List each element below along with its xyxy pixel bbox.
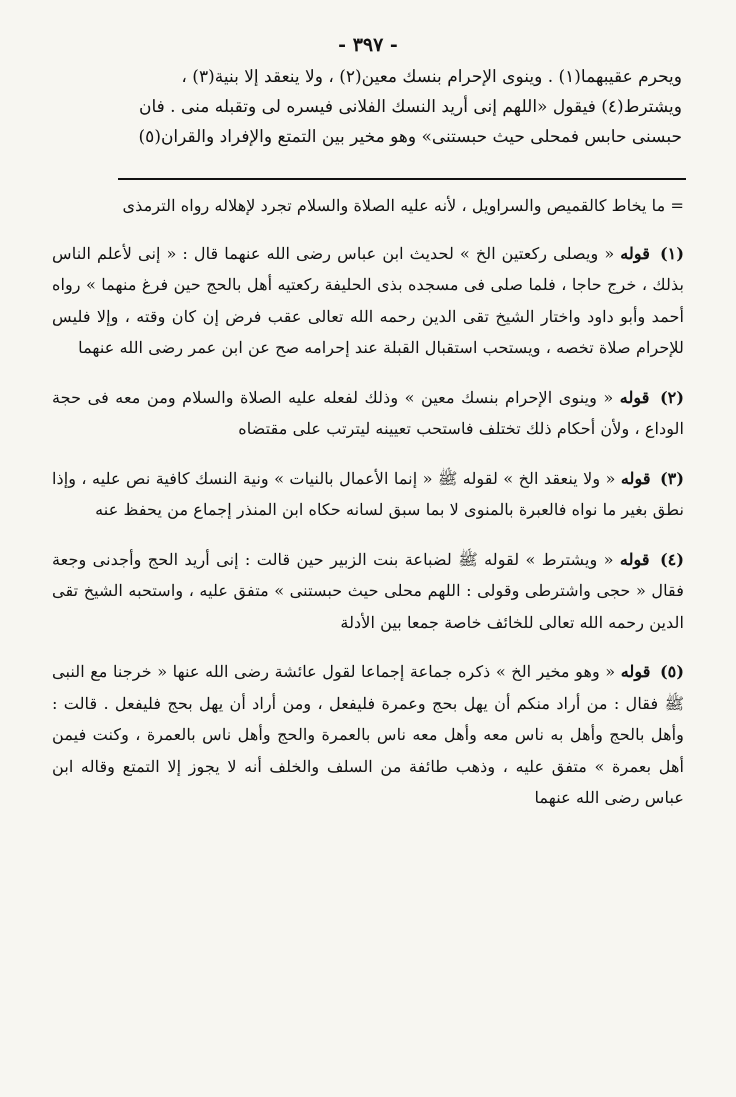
- footnote-continuation: = ما يخاط كالقميص والسراويل ، لأنه عليه الصلاة والسلام تجرد لإهلاله رواه الترمذى: [122, 196, 684, 215]
- footnote-number: (٥): [659, 662, 684, 681]
- footnote-keyword: قوله: [620, 662, 651, 681]
- footnote-number: (٣): [659, 468, 684, 488]
- footnote-number: (١): [659, 243, 684, 263]
- separator-rule: [118, 178, 686, 180]
- footnote-keyword: قوله: [619, 549, 650, 569]
- footnote-2: [52, 382, 684, 445]
- footnote-keyword: قوله: [619, 387, 650, 407]
- main-line: ويشترط(٤) فيقول «اللهم إنى أريد النسك الفلانى فيسره لى وتقبله منى . فان: [138, 97, 682, 117]
- footnote-text: « وهو مخير الخ » ذكره جماعة إجماعا لقول عائشة رضى الله عنها « خرجنا مع النبى ﷺ فقال : من أراد منكم أن يهل بحج وعمرة فليفعل ، ومن أراد أن يهل بحج فليفعل . قالت : وأهل بالحج وأهل به ناس معه وأهل معه ناس بالعمرة والحج وأهل ناس بالعمرة ، وكنت فيمن أهل بعمرة » متفق عليه ، وذهب طائفة من السلف والخلف أنه لا يجوز إلا التمتع وقاله ابن عباس رضى الله عنهما: [52, 662, 684, 807]
- footnote-text: « ويشترط » لقوله ﷺ لضباعة بنت الزبير حين قالت : إنى أريد الحج وأجدنى وجعة فقال « حجى واشترطى وقولى : اللهم محلى حيث حبستنى » متفق عليه ، واستحبه الشيخ تقى الدين رحمه الله تعالى للخائف خاصة جمعا بين الأدلة: [52, 549, 684, 632]
- footnote-4: [52, 544, 684, 639]
- footnote-text: « ولا ينعقد الخ » لقوله ﷺ « إنما الأعمال بالنيات » ونية النسك كافية نص عليه ، وإذا نطق بغير ما نواه فالعبرة بالمنوى لا بما سبق لسانه حكاه ابن المنذر إجماع من يحفظ عنه: [52, 468, 684, 519]
- page-number: - ٣٩٧ -: [338, 34, 398, 56]
- footnote-keyword: قوله: [620, 243, 650, 263]
- footnote-number: (٢): [659, 387, 684, 407]
- footnote-text: « ويصلى ركعتين الخ » لحديث ابن عباس رضى الله عنهما قال : « إنى لأعلم الناس بذلك ، خرج حاجا ، فلما صلى فى مسجده بذى الحليفة ركعتيه أهل بالحج حين فرغ منهما » رواه أحمد وأبو داود واختار الشيخ تقى الدين رحمه الله تعالى عقب فرض إن كان وقته ، وإلا فليس للإحرام صلاة تخصه ، ويستحب استقبال القبلة عند إحرامه صح عن ابن عمر رضى الله عنهما: [52, 243, 684, 357]
- footnotes-section: [52, 190, 684, 832]
- footnote-number: (٤): [659, 549, 684, 569]
- footnote-text: « وينوى الإحرام بنسك معين » وذلك لفعله عليه الصلاة والسلام ومن معه فى حجة الوداع ، ولأن أحكام ذلك تختلف فاستحب تعيينه ليترتب على مقتضاه: [52, 387, 684, 438]
- footnote-5: [52, 656, 684, 814]
- footnote-keyword: قوله: [620, 468, 651, 488]
- main-line: حبسنى حابس فمحلى حيث حبستنى» وهو مخير بين التمتع والإفراد والقران(٥): [138, 127, 682, 147]
- footnote-3: [52, 463, 684, 526]
- main-line: ويحرم عقيبهما(١) . وينوى الإحرام بنسك معين(٢) ، ولا ينعقد إلا بنية(٣) ،: [181, 67, 682, 87]
- main-text: [52, 62, 682, 152]
- footnote-1: [52, 238, 684, 364]
